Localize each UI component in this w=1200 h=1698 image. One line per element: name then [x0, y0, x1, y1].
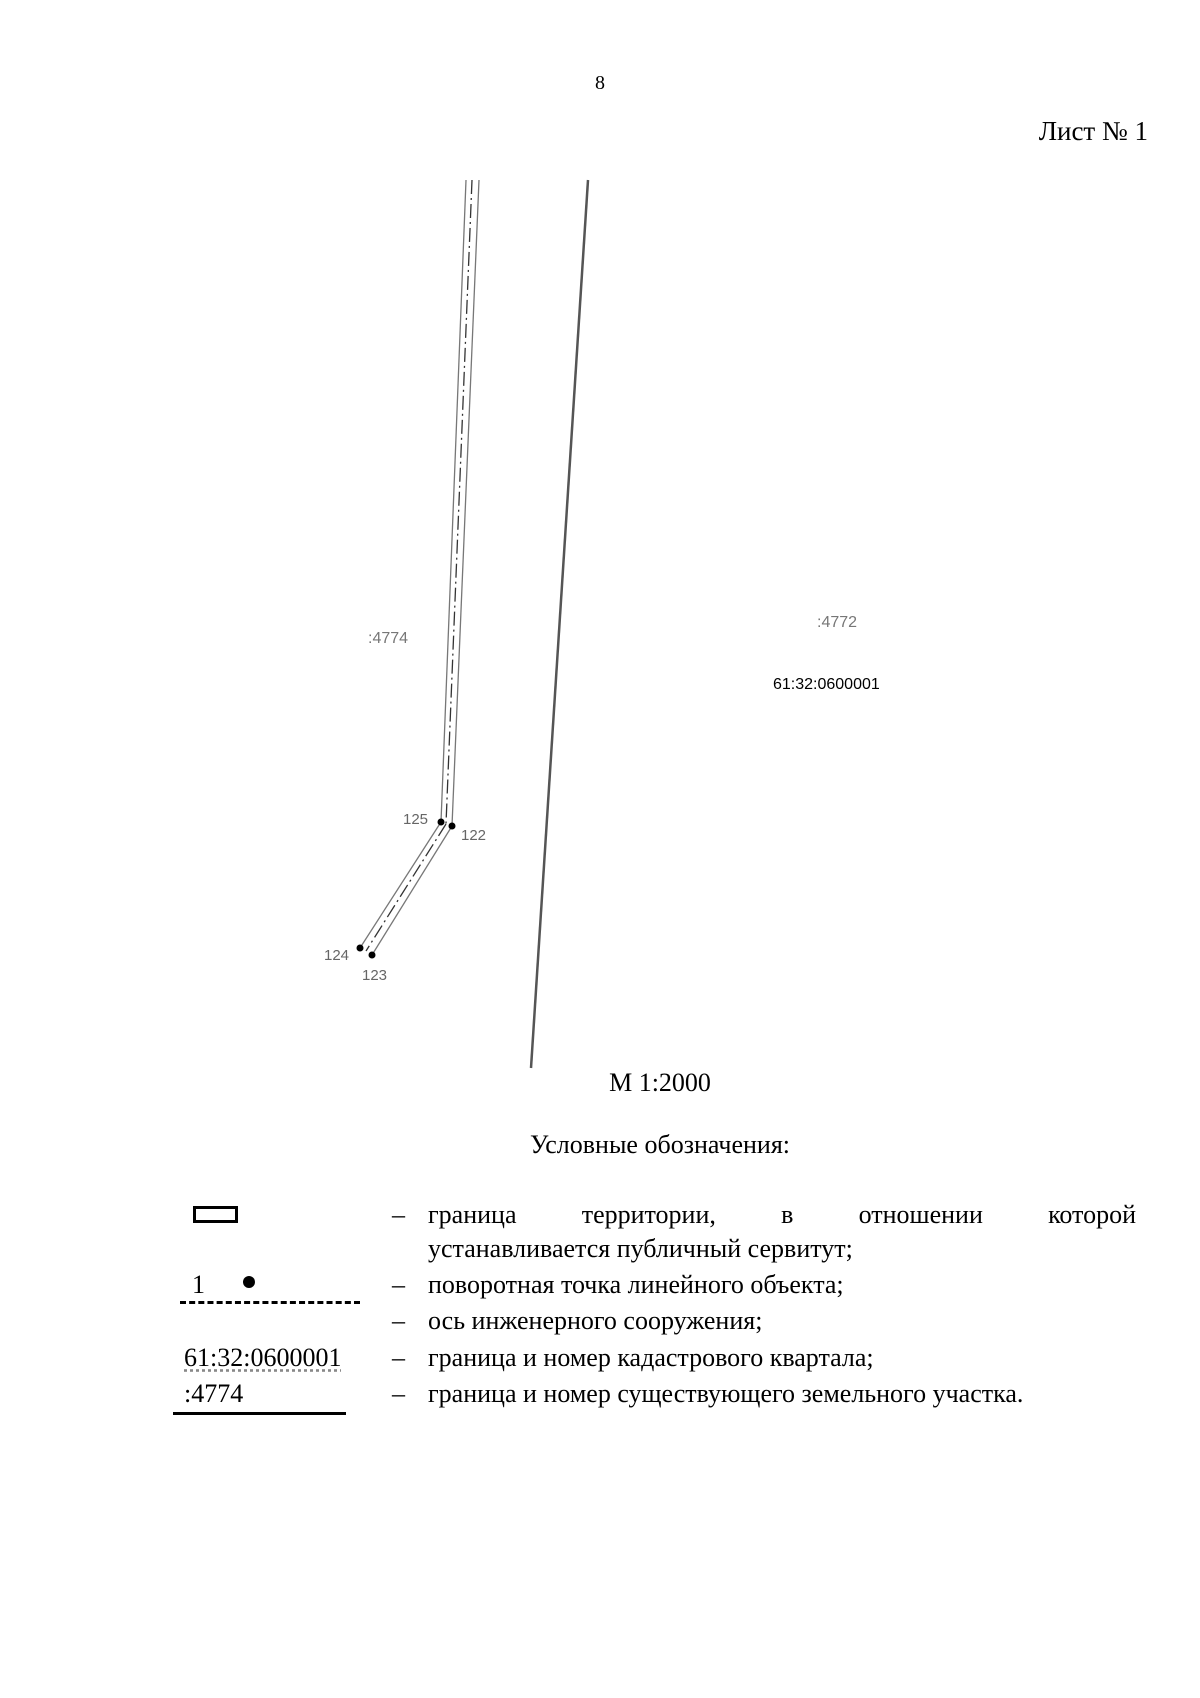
point-label-125: 125: [403, 811, 429, 828]
legend-dash: –: [392, 1200, 405, 1229]
legend-symbol-parcel-number: :4774: [184, 1379, 244, 1408]
servitude-boundary-left: [441, 180, 466, 822]
legend-symbol-parcel-line: [173, 1412, 346, 1415]
quarter-boundary-line: [531, 180, 588, 1068]
turning-point-122: [449, 823, 456, 830]
turning-point-124: [357, 945, 364, 952]
legend-description: поворотная точка линейного объекта;: [428, 1270, 844, 1299]
servitude-boundary-right-diag: [372, 826, 452, 955]
legend-symbol-axis-line: [180, 1301, 360, 1304]
quarter-label: 61:32:0600001: [773, 676, 880, 693]
parcel-label-4774: :4774: [368, 630, 409, 647]
legend-dash: –: [392, 1270, 405, 1299]
legend-title: Условные обозначения:: [529, 1130, 791, 1159]
legend-description-continued: устанавливается публичный сервитут;: [428, 1234, 853, 1263]
legend-dash: –: [392, 1306, 405, 1335]
turning-point-123: [369, 952, 376, 959]
sheet-title: Лист № 1: [1038, 116, 1148, 146]
map-scale: М 1:2000: [609, 1068, 711, 1097]
page-number: 8: [595, 72, 605, 94]
legend-dash: –: [392, 1379, 405, 1408]
legend-description: граница и номер кадастрового квартала;: [428, 1343, 874, 1372]
engineering-axis-line: [446, 180, 472, 824]
legend-description: ось инженерного сооружения;: [428, 1306, 763, 1335]
legend-symbol-point-number: 1: [192, 1270, 205, 1299]
legend-dash: –: [392, 1343, 405, 1372]
legend-symbol-quarter-number: 61:32:0600001: [184, 1343, 342, 1372]
point-label-122: 122: [461, 827, 487, 844]
legend-description: граница территории, в отношении которой: [428, 1200, 1136, 1229]
legend-symbol-point-dot: [243, 1276, 255, 1288]
engineering-axis-line-diag: [366, 824, 446, 951]
point-label-124: 124: [324, 947, 350, 964]
legend-description: граница и номер существующего земельного участка.: [428, 1379, 1024, 1408]
point-label-123: 123: [362, 967, 388, 984]
legend-symbol-servitude-rectangle: [193, 1206, 238, 1223]
parcel-label-4772: :4772: [817, 614, 858, 631]
servitude-boundary-left-diag: [360, 822, 441, 948]
turning-point-125: [438, 819, 445, 826]
servitude-boundary-right: [452, 180, 479, 826]
